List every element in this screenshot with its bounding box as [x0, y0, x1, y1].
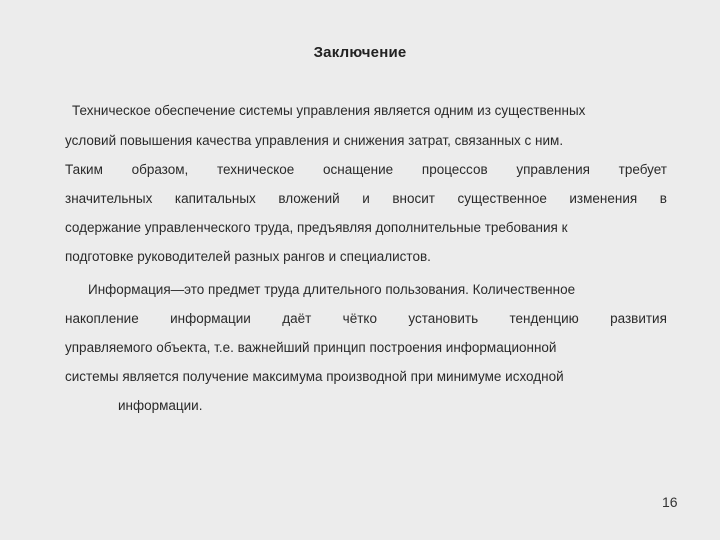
word: образом,	[131, 162, 189, 177]
paragraph2-line4: системы является получение максимума производной при минимуме исходной	[65, 369, 564, 384]
page-number: 16	[662, 494, 678, 510]
paragraph2-line2	[65, 311, 667, 326]
paragraph1-line1: Техническое обеспечение системы управления является одним из существенных	[72, 103, 586, 118]
word: Таким	[65, 162, 103, 177]
page-title: Заключение	[313, 44, 407, 61]
word: и	[362, 191, 370, 206]
paragraph1-line3	[65, 162, 667, 177]
word: информации	[170, 311, 251, 326]
paragraph2-line1: Информация—это предмет труда длительного пользования. Количественное	[88, 282, 576, 297]
word: процессов	[421, 162, 488, 177]
word: капитальных	[174, 191, 256, 206]
word: в	[659, 191, 667, 206]
word: значительных	[65, 191, 153, 206]
word: установить	[408, 311, 479, 326]
word: вносит	[392, 191, 435, 206]
word: техническое	[216, 162, 295, 177]
paragraph2-line3: управляемого объекта, т.е. важнейший принцип построения информационной	[65, 340, 557, 355]
word: существенное	[457, 191, 547, 206]
word: управления	[516, 162, 590, 177]
word: чётко	[342, 311, 377, 326]
word: тенденцию	[509, 311, 579, 326]
word: изменения	[569, 191, 638, 206]
word: накопление	[65, 311, 139, 326]
word: вложений	[278, 191, 340, 206]
word: требует	[618, 162, 667, 177]
paragraph1-line2: условий повышения качества управления и снижения затрат, связанных с ним.	[65, 133, 564, 148]
paragraph1-line4	[65, 191, 667, 206]
word: оснащение	[323, 162, 394, 177]
paragraph2-line5: информации.	[118, 398, 203, 413]
paragraph1-line5: содержание управленческого труда, предъявляя дополнительные требования к	[65, 220, 568, 235]
paragraph1-line6: подготовке руководителей разных рангов и специалистов.	[65, 249, 431, 264]
word: развития	[610, 311, 667, 326]
word: даёт	[282, 311, 312, 326]
